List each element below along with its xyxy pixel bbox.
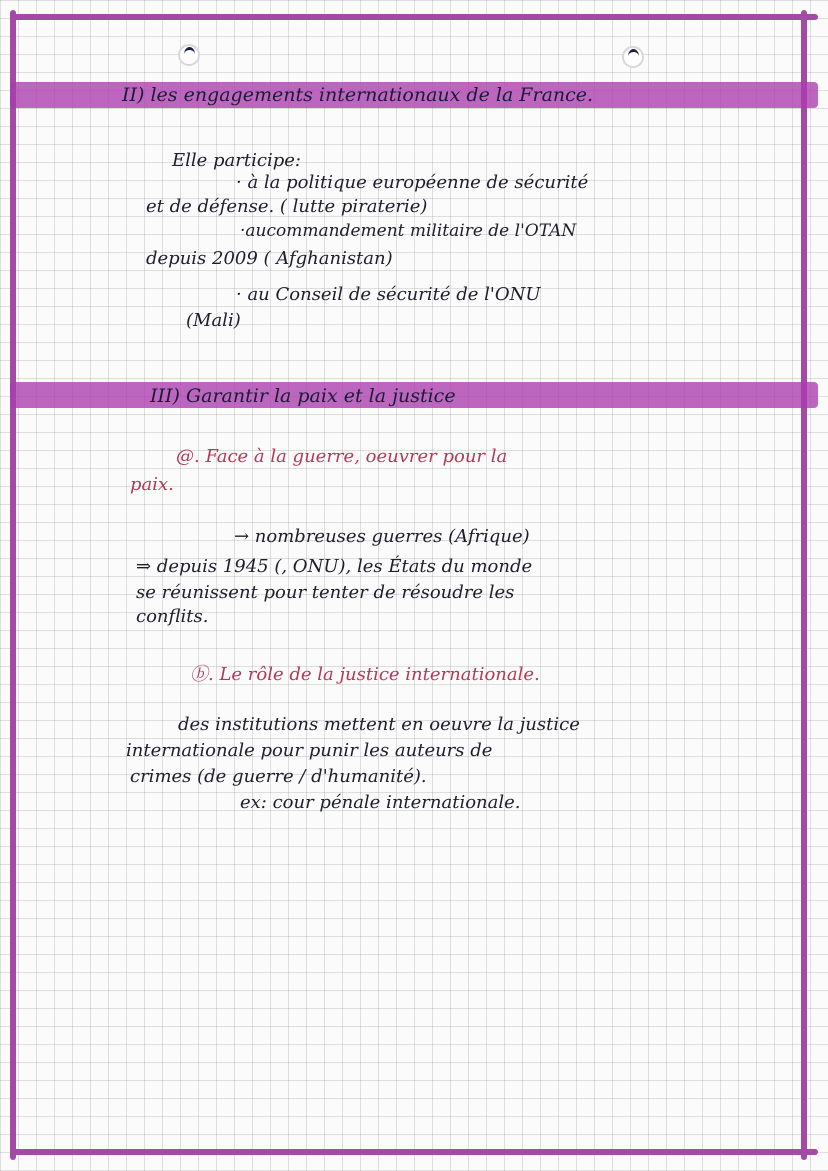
section-2-line-7: (Mali) (186, 310, 241, 331)
section-2-line-4: ·aucommandement militaire de l'OTAN (240, 221, 577, 241)
subsection-a-title-line-1: @. Face à la guerre, oeuvrer pour la (176, 446, 508, 467)
section-2-line-6: · au Conseil de sécurité de l'ONU (236, 284, 541, 305)
subsection-b-line-1: des institutions mettent en oeuvre la justice (178, 714, 580, 735)
subsection-a-line-4: conflits. (136, 606, 209, 627)
page-border-left (10, 10, 16, 1160)
section-2-line-1: Elle participe: (172, 150, 301, 171)
subsection-b-line-3: crimes (de guerre / d'humanité). (130, 766, 427, 787)
section-3-title: III) Garantir la paix et la justice (150, 385, 456, 407)
section-2-title: II) les engagements internationaux de la France. (122, 84, 594, 106)
section-3-header-band (10, 382, 818, 408)
subsection-b-title: ⓑ. Le rôle de la justice internationale. (190, 664, 540, 685)
subsection-a-line-3: se réunissent pour tenter de résoudre les (136, 582, 515, 603)
section-2-line-3: et de défense. ( lutte piraterie) (146, 196, 428, 217)
page-border-top (10, 14, 818, 20)
subsection-b-line-4: ex: cour pénale internationale. (240, 792, 521, 813)
binder-hole-right (622, 46, 644, 68)
page-border-bottom (10, 1149, 818, 1155)
section-2-line-5: depuis 2009 ( Afghanistan) (146, 248, 393, 269)
binder-hole-left (178, 44, 200, 66)
subsection-a-line-2: ⇒ depuis 1945 (, ONU), les États du monde (136, 556, 533, 577)
section-2-line-2: · à la politique européenne de sécurité (236, 172, 589, 193)
subsection-a-line-1: → nombreuses guerres (Afrique) (234, 526, 530, 547)
subsection-a-title-line-2: paix. (130, 474, 174, 495)
section-2-header-band (10, 82, 818, 108)
page-border-right (801, 10, 807, 1160)
subsection-b-line-2: internationale pour punir les auteurs de (126, 740, 493, 761)
